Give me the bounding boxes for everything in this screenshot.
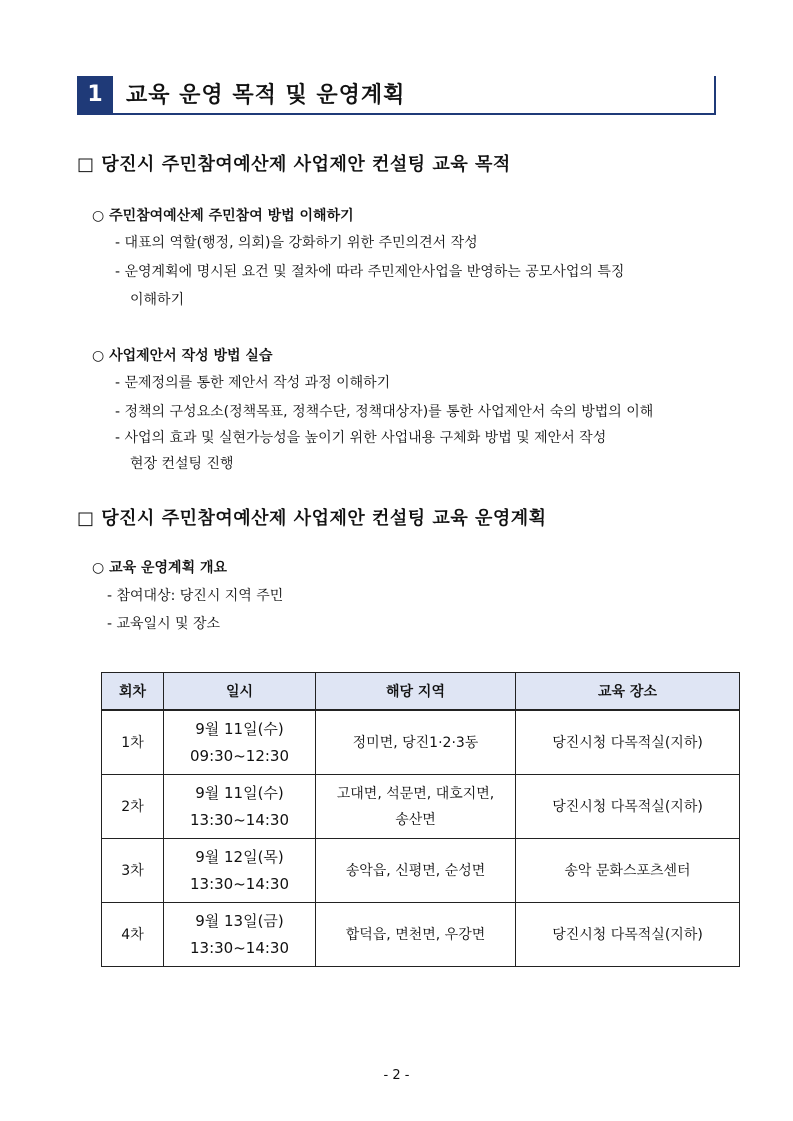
- column-header-place: 교육 장소: [516, 673, 740, 711]
- area-text: 송악읍, 신평면, 순성면: [345, 862, 486, 879]
- date-text: 9월 11일(수): [195, 783, 284, 802]
- time-text: 09:30~12:30: [189, 746, 290, 765]
- section-heading-purpose: □ 당진시 주민참여예산제 사업제안 컨설팅 교육 목적: [77, 154, 511, 175]
- area-cell: [316, 775, 516, 839]
- page-number: - 2 -: [383, 1068, 410, 1083]
- bullet-line: - 운영계획에 명시된 요건 및 절차에 따라 주민제안사업을 반영하는 공모사업의 특징: [115, 264, 625, 280]
- round-cell: 3차: [102, 839, 164, 903]
- subheading-plan-overview: ○ 교육 운영계획 개요: [92, 560, 228, 576]
- datetime-cell: [164, 839, 316, 903]
- time-text: 13:30~14:30: [189, 810, 290, 829]
- chapter-header: [77, 76, 716, 115]
- date-text: 9월 12일(목): [195, 847, 284, 866]
- chapter-number: 1: [77, 76, 113, 113]
- table-row: [102, 710, 740, 775]
- table-row: [102, 775, 740, 839]
- datetime-cell: [164, 775, 316, 839]
- table-header-row: [102, 673, 740, 711]
- bullet-line: - 사업의 효과 및 실현가능성을 높이기 위한 사업내용 구체화 방법 및 제안서 작성: [115, 430, 607, 446]
- table-row: [102, 839, 740, 903]
- section-heading-plan: □ 당진시 주민참여예산제 사업제안 컨설팅 교육 운영계획: [77, 508, 547, 529]
- area-cell: [316, 839, 516, 903]
- round-cell: 4차: [102, 903, 164, 967]
- chapter-title: 교육 운영 목적 및 운영계획: [126, 83, 406, 108]
- area-text: 합덕읍, 면천면, 우강면: [345, 926, 486, 943]
- place-cell: 당진시청 다목적실(지하): [516, 903, 740, 967]
- time-text: 13:30~14:30: [189, 938, 290, 957]
- datetime-cell: [164, 903, 316, 967]
- column-header-datetime: 일시: [164, 673, 316, 711]
- area-cell: [316, 903, 516, 967]
- area-cell: [316, 710, 516, 775]
- round-cell: 2차: [102, 775, 164, 839]
- place-cell: 당진시청 다목적실(지하): [516, 775, 740, 839]
- bullet-line: - 참여대상: 당진시 지역 주민: [107, 588, 284, 604]
- subheading-proposal-practice: ○ 사업제안서 작성 방법 실습: [92, 348, 273, 364]
- date-text: 9월 13일(금): [195, 911, 284, 930]
- time-text: 13:30~14:30: [189, 874, 290, 893]
- bullet-line: - 정책의 구성요소(정책목표, 정책수단, 정책대상자)를 통한 사업제안서 숙의 방법의 이해: [115, 404, 654, 420]
- bullet-line-continued: 이해하기: [130, 292, 185, 308]
- bullet-line-continued: 현장 컨설팅 진행: [130, 456, 234, 472]
- area-text-continued: 송산면: [395, 811, 436, 828]
- column-header-round: 회차: [102, 673, 164, 711]
- area-text: 고대면, 석문면, 대호지면,: [336, 785, 495, 802]
- table-row: [102, 903, 740, 967]
- column-header-area: 해당 지역: [316, 673, 516, 711]
- area-text: 정미면, 당진1·2·3동: [352, 734, 479, 751]
- bullet-line: - 교육일시 및 장소: [107, 616, 221, 632]
- round-cell: 1차: [102, 710, 164, 775]
- schedule-table: [101, 672, 740, 967]
- date-text: 9월 11일(수): [195, 719, 284, 738]
- datetime-cell: [164, 710, 316, 775]
- bullet-line: - 문제정의를 통한 제안서 작성 과정 이해하기: [115, 375, 391, 391]
- subheading-participation: ○ 주민참여예산제 주민참여 방법 이해하기: [92, 208, 354, 224]
- bullet-line: - 대표의 역할(행정, 의회)을 강화하기 위한 주민의견서 작성: [115, 235, 478, 251]
- place-cell: 송악 문화스포츠센터: [516, 839, 740, 903]
- place-cell: 당진시청 다목적실(지하): [516, 710, 740, 775]
